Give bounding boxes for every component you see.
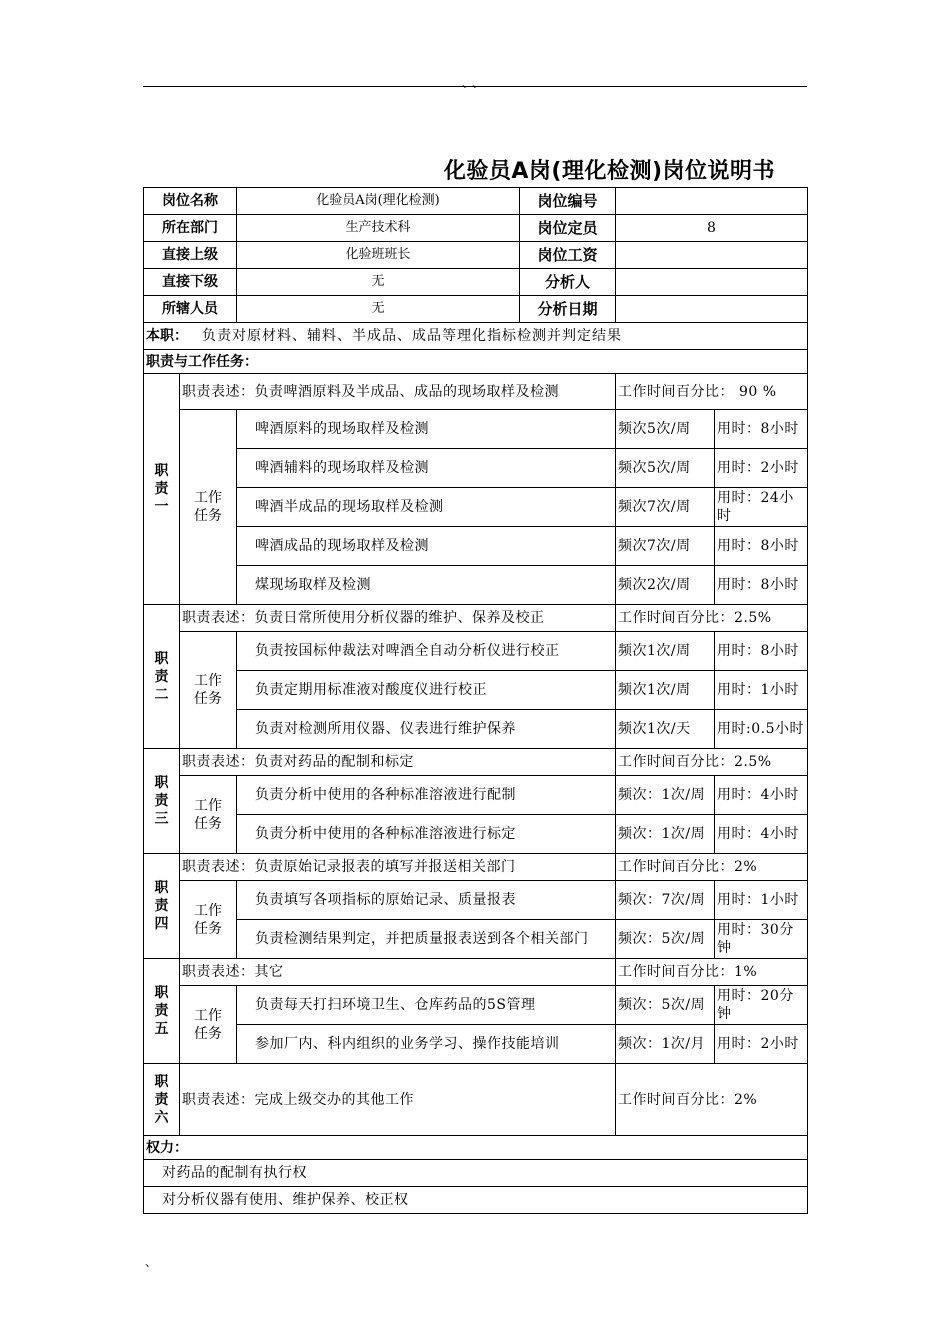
analyst-value: [616, 269, 808, 296]
quota-value: 8: [616, 215, 808, 242]
task-frequency: 频次：7次/周: [616, 881, 715, 920]
salary-label: 岗位工资: [537, 246, 598, 264]
task-label-text: 工作任务: [194, 1007, 222, 1042]
header-mark: 、、: [461, 76, 488, 90]
duty-desc-row: [144, 605, 808, 632]
duty-desc: 职责表述：负责原始记录报表的填写并报送相关部门: [180, 854, 616, 881]
task-label: [180, 632, 237, 749]
rights-heading: 权力：: [144, 1136, 808, 1160]
duty-time-pct: 工作时间百分比：2.5%: [616, 605, 808, 632]
rights-item: 对分析仪器有使用、维护保养、校正权: [144, 1187, 808, 1214]
duty-name-text: 职责五: [154, 985, 169, 1037]
task-frequency: 频次1次/天: [616, 710, 715, 749]
task-row: [144, 410, 808, 449]
quota-label: 岗位定员: [537, 219, 598, 237]
subordinate-label: 直接下级: [144, 269, 237, 296]
duty-desc: 职责表述：负责啤酒原料及半成品、成品的现场取样及检测: [180, 374, 616, 410]
task-duration: 用时：8小时: [715, 527, 808, 566]
task-row: [144, 566, 808, 605]
task-frequency: 频次5次/周: [616, 410, 715, 449]
rights-row: [144, 1187, 808, 1214]
task-text: 负责按国标仲裁法对啤酒全自动分析仪进行校正: [237, 632, 616, 671]
task-label: [180, 776, 237, 854]
task-text: 啤酒半成品的现场取样及检测: [237, 488, 616, 527]
duty-name-5: [144, 959, 180, 1064]
task-row: [144, 986, 808, 1025]
duty-time-pct: 工作时间百分比：2.5%: [616, 749, 808, 776]
dept-value: [237, 215, 616, 242]
info-row: [144, 296, 808, 323]
task-row: [144, 881, 808, 920]
superior-label: 直接上级: [144, 242, 237, 269]
task-row: [144, 527, 808, 566]
document-title: 化验员A岗(理化检测)岗位说明书: [443, 159, 775, 184]
task-row: [144, 449, 808, 488]
duty-desc: 职责表述：负责日常所使用分析仪器的维护、保养及校正: [180, 605, 616, 632]
task-duration: 用时：24小时: [715, 488, 808, 527]
analysis-date-value: [616, 296, 808, 323]
task-frequency: 频次1次/周: [616, 632, 715, 671]
task-label: [180, 986, 237, 1064]
duty-name-text: 职责六: [154, 1073, 169, 1126]
duty-time-pct: 工作时间百分比：1%: [616, 959, 808, 986]
main-duty-label: 本职：: [146, 328, 188, 344]
task-frequency: 频次：5次/周: [616, 986, 715, 1025]
duty-desc: 职责表述：负责对药品的配制和标定: [180, 749, 616, 776]
dept-value-text: 生产技术科: [237, 215, 520, 241]
main-duty-row: [144, 323, 808, 350]
task-text: 负责定期用标准液对酸度仪进行校正: [237, 671, 616, 710]
duties-heading-row: [144, 350, 808, 374]
info-row: [144, 242, 808, 269]
task-duration: 用时：1小时: [715, 881, 808, 920]
post-no-value: [616, 188, 808, 215]
task-text: 啤酒辅料的现场取样及检测: [237, 449, 616, 488]
duty-name-text: 职责一: [154, 463, 169, 515]
post-name-label: 岗位名称: [144, 188, 237, 215]
duty-desc-row: [144, 959, 808, 986]
info-row: [144, 188, 808, 215]
duty-time-pct: 工作时间百分比：2%: [616, 1064, 808, 1136]
task-frequency: 频次：1次/周: [616, 776, 715, 815]
task-row: [144, 1025, 808, 1064]
task-row: [144, 776, 808, 815]
duty-name-4: [144, 854, 180, 959]
task-duration: 用时：20分钟: [715, 986, 808, 1025]
task-label-text: 工作任务: [194, 797, 222, 832]
staff-value: [237, 296, 616, 323]
duty-desc-row: [144, 854, 808, 881]
post-name-value: [237, 188, 616, 215]
task-duration: 用时：1小时: [715, 671, 808, 710]
task-row: [144, 920, 808, 959]
task-frequency: 频次7次/周: [616, 527, 715, 566]
task-text: 负责对检测所用仪器、仪表进行维护保养: [237, 710, 616, 749]
rights-item: 对药品的配制有执行权: [144, 1160, 808, 1187]
task-label: [180, 881, 237, 959]
task-label-text: 工作任务: [194, 490, 222, 524]
staff-label: 所辖人员: [144, 296, 237, 323]
task-label-text: 工作任务: [194, 673, 222, 707]
duty-desc-row: [144, 374, 808, 410]
task-row: [144, 671, 808, 710]
duty-name-text: 职责三: [154, 775, 169, 827]
job-description-table: [143, 187, 808, 1214]
task-duration: 用时：4小时: [715, 776, 808, 815]
task-text: 参加厂内、科内组织的业务学习、操作技能培训: [237, 1025, 616, 1064]
duty-desc: 职责表述：完成上级交办的其他工作: [180, 1064, 616, 1136]
main-duty-text: 负责对原材料、辅料、半成品、成品等理化指标检测并判定结果: [202, 328, 622, 344]
task-duration: 用时：8小时: [715, 566, 808, 605]
task-text: 负责每天打扫环境卫生、仓库药品的5S管理: [237, 986, 616, 1025]
task-frequency: 频次：1次/周: [616, 815, 715, 854]
task-frequency: 频次1次/周: [616, 671, 715, 710]
task-duration: 用时：4小时: [715, 815, 808, 854]
task-frequency: 频次2次/周: [616, 566, 715, 605]
task-duration: 用时：8小时: [715, 632, 808, 671]
task-text: 负责填写各项指标的原始记录、质量报表: [237, 881, 616, 920]
task-row: [144, 710, 808, 749]
duty-name-6: [144, 1064, 180, 1136]
task-frequency: 频次：5次/周: [616, 920, 715, 959]
analysis-date-label: 分析日期: [537, 300, 598, 318]
analyst-label: 分析人: [544, 273, 590, 291]
task-duration: 用时：2小时: [715, 449, 808, 488]
duty-desc-row: [144, 1064, 808, 1136]
task-text: 煤现场取样及检测: [237, 566, 616, 605]
duty-name-1: [144, 374, 180, 605]
task-frequency: 频次：1次/月: [616, 1025, 715, 1064]
staff-value-text: 无: [237, 296, 520, 322]
task-label: [180, 410, 237, 605]
duties-heading: 职责与工作任务：: [144, 350, 808, 374]
task-duration: 用时:0.5小时: [715, 710, 808, 749]
duty-time-pct: 工作时间百分比：2%: [616, 854, 808, 881]
task-text: 负责分析中使用的各种标准溶液进行标定: [237, 815, 616, 854]
duty-name-2: [144, 605, 180, 749]
superior-value-text: 化验班班长: [237, 242, 520, 268]
task-text: 啤酒原料的现场取样及检测: [237, 410, 616, 449]
salary-value: [616, 242, 808, 269]
duty-name-text: 职责四: [154, 880, 169, 932]
duty-name-3: [144, 749, 180, 854]
info-row: [144, 269, 808, 296]
task-label-text: 工作任务: [194, 902, 222, 937]
task-duration: 用时：30分钟: [715, 920, 808, 959]
main-duty-cell: [144, 323, 808, 350]
duty-desc: 职责表述：其它: [180, 959, 616, 986]
info-row: [144, 215, 808, 242]
task-text: 负责分析中使用的各种标准溶液进行配制: [237, 776, 616, 815]
task-frequency: 频次7次/周: [616, 488, 715, 527]
duty-desc-row: [144, 749, 808, 776]
subordinate-value-text: 无: [237, 269, 520, 295]
duty-name-text: 职责二: [154, 650, 169, 703]
task-row: [144, 815, 808, 854]
dept-label: 所在部门: [144, 215, 237, 242]
task-row: [144, 632, 808, 671]
task-duration: 用时：2小时: [715, 1025, 808, 1064]
subordinate-value: [237, 269, 616, 296]
header-rule: [143, 86, 807, 87]
rights-heading-row: [144, 1136, 808, 1160]
task-duration: 用时：8小时: [715, 410, 808, 449]
task-text: 啤酒成品的现场取样及检测: [237, 527, 616, 566]
task-text: 负责检测结果判定，并把质量报表送到各个相关部门: [237, 920, 616, 959]
post-name-value-text: 化验员A岗(理化检测): [237, 188, 520, 214]
duty-time-pct: 工作时间百分比： 90 %: [616, 374, 808, 410]
superior-value: [237, 242, 616, 269]
task-row: [144, 488, 808, 527]
task-frequency: 频次5次/周: [616, 449, 715, 488]
footer-mark: 、: [145, 1255, 158, 1269]
post-no-label: 岗位编号: [537, 192, 598, 210]
rights-row: [144, 1160, 808, 1187]
